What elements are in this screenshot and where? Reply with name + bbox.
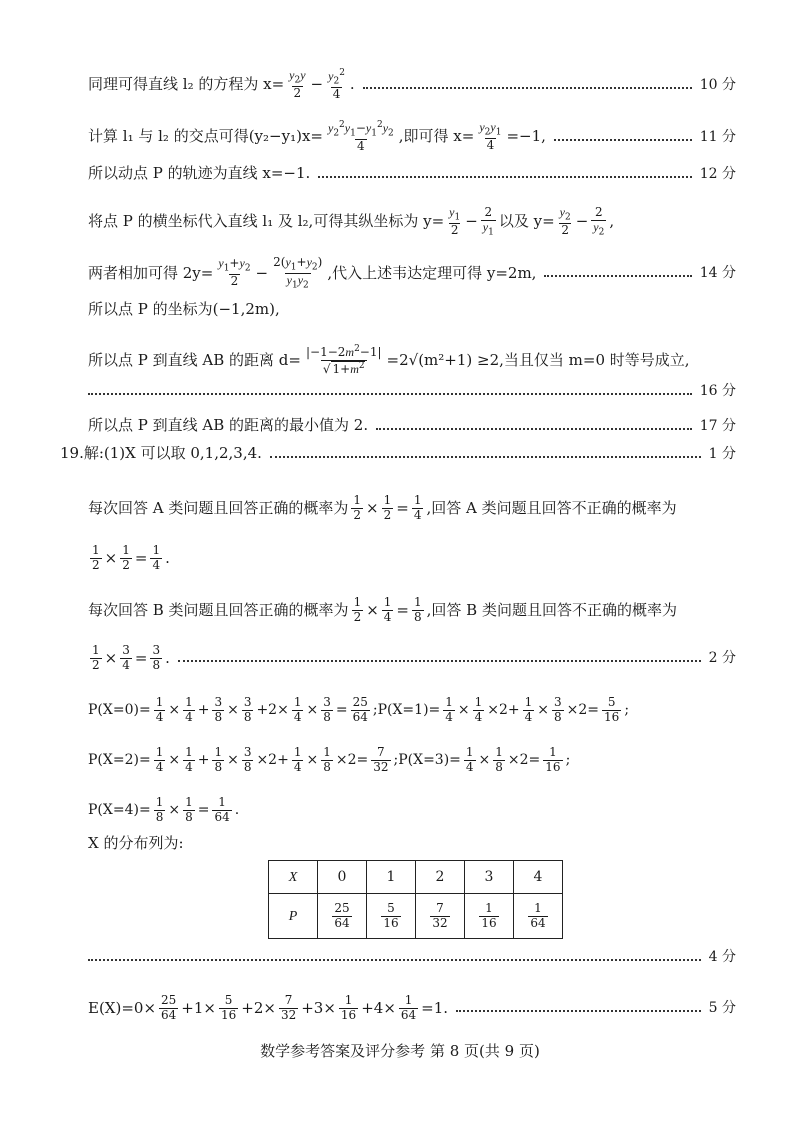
line-text: X 的分布列为: — [88, 834, 184, 852]
line-body: 同理可得直线 l₂ 的方程为 x= $\frac{y_2y}{2}$ − $\frac{y_2^2}{4}$ . — [88, 68, 355, 101]
solution-line-12 — [88, 166, 736, 181]
fraction: $\frac{1}{4}$ — [293, 695, 302, 724]
fraction: $\frac{25}{64}$ — [352, 695, 368, 724]
fraction: $\frac{3}{8}$ — [554, 695, 562, 724]
score: 5 分 — [708, 1000, 736, 1017]
solution-line-11 — [88, 120, 736, 154]
line-body — [88, 836, 184, 851]
prob-x0-x1-line — [88, 696, 736, 725]
fraction: $\frac{2(y_1+y_2)}{y_1y_2}$ — [273, 255, 323, 291]
line-tail: ; — [565, 752, 571, 769]
score: 12 分 — [699, 165, 736, 182]
line-text: P(X=0)= — [88, 702, 151, 719]
leader-dots — [88, 393, 692, 395]
fraction: $\frac{1}{8}$ — [185, 795, 193, 824]
line-mid: ;P(X=1)= — [372, 702, 441, 719]
fraction: $\frac{1}{4}$ — [185, 745, 193, 774]
fraction: $\frac{1}{2}$ — [122, 543, 130, 572]
fraction: $\frac{y_2y}{2}$ — [289, 68, 306, 100]
fraction: $\frac{1}{2}$ — [92, 643, 100, 672]
denominator: 16 — [481, 915, 497, 930]
fraction: $\frac{1}{4}$ — [152, 543, 161, 572]
solution-line-p-coords — [88, 302, 736, 317]
solution-line-4 — [88, 950, 736, 964]
denominator: 64 — [334, 915, 350, 930]
numerator: 25 — [334, 900, 350, 915]
line-tail: . — [234, 802, 240, 819]
prob-x4-line — [88, 796, 736, 825]
line-text: 所以点 P 到直线 AB 的距离的最小值为 2. — [88, 416, 369, 434]
fraction: $\frac{1}{16}$ — [545, 745, 561, 774]
line-body — [88, 418, 368, 433]
fraction: $\frac{y_1+y_2}{2}$ — [218, 256, 251, 289]
line-body — [60, 446, 262, 461]
line-body: 两者相加可得 2y= $\frac{y_1+y_2}{2}$ − $\frac{2(y_1+y_2)}{y_1y_2}$ ,代入上述韦达定理可得 y=2m, — [88, 255, 537, 291]
leader-dots — [88, 959, 701, 961]
line-text: 每次回答 A 类问题且回答正确的概率为 — [88, 498, 349, 517]
leader-dots — [178, 660, 701, 662]
numerator: 5 — [387, 900, 395, 915]
numerator: 1 — [534, 900, 542, 915]
score: 4 分 — [708, 949, 736, 965]
problem-19-start — [60, 446, 736, 461]
fraction: $\frac{1}{8}$ — [155, 795, 164, 824]
table-cell — [367, 894, 416, 939]
prob-a-correct-line — [88, 494, 736, 523]
line-text: E(X)=0× — [88, 998, 157, 1017]
fraction: $\frac{2}{y_2}$ — [593, 205, 605, 238]
line-body — [88, 120, 546, 154]
fraction — [528, 902, 547, 931]
line-body: $\frac{1}{2}$ × $\frac{1}{2}$ = $\frac{1}{4}$ . — [92, 543, 170, 572]
fraction: $\frac{5}{16}$ — [604, 695, 620, 724]
table-cell — [416, 894, 465, 939]
line-text: 所以点 P 的坐标为(−1,2m), — [88, 300, 280, 318]
fraction: $\frac{1}{4}$ — [155, 745, 164, 774]
expectation-line — [88, 994, 736, 1023]
fraction: $\frac{1}{4}$ — [474, 695, 483, 724]
line-text: 所以动点 P 的轨迹为直线 x=−1. — [88, 164, 311, 182]
table-cell: 2 — [416, 861, 465, 894]
line-text: 所以点 P 到直线 AB 的距离 d= — [88, 350, 301, 369]
header-x: X — [288, 869, 298, 885]
solution-line-10 — [88, 68, 736, 102]
fraction — [430, 902, 449, 931]
fraction: $\frac{1}{4}$ — [524, 695, 533, 724]
leader-dots — [554, 139, 692, 141]
fraction: $\frac{1}{4}$ — [413, 493, 422, 522]
fraction: $\frac{1}{2}$ — [353, 493, 362, 522]
fraction: $\frac{7}{32}$ — [280, 993, 297, 1022]
fraction: $\frac{25}{64}$ — [161, 993, 177, 1022]
fraction: $\frac{3}{8}$ — [243, 695, 252, 724]
line-text: 计算 l₁ 与 l₂ 的交点可得(y₂−y₁)x= — [88, 127, 323, 146]
solution-line-y-coords — [88, 206, 736, 238]
line-body — [88, 344, 690, 377]
table-cell: 0 — [318, 861, 367, 894]
fraction: $\frac{1}{8}$ — [414, 595, 422, 624]
fraction: $\frac{1}{16}$ — [340, 993, 357, 1022]
fraction: $\frac{y_1}{2}$ — [449, 205, 461, 237]
fraction: $\frac{1}{4}$ — [185, 695, 193, 724]
fraction: $\frac{1}{2}$ — [92, 543, 100, 572]
line-body — [88, 166, 310, 181]
line-body: $\frac{1}{2}$ × $\frac{3}{4}$ = $\frac{3}{8}$ . — [92, 643, 170, 672]
table-header-row — [269, 861, 563, 894]
table-cell: 3 — [465, 861, 514, 894]
fraction — [381, 902, 400, 931]
fraction: $\frac{y_2}{2}$ — [559, 205, 571, 237]
table-cell — [514, 894, 563, 939]
fraction: $\frac{1}{4}$ — [155, 695, 164, 724]
line-tail: =1. — [421, 998, 449, 1017]
table-cell — [269, 861, 318, 894]
line-body: 每次回答 A 类问题且回答正确的概率为 $\frac{1}{2}$ × $\frac{1}{2}$ = $\frac{1}{4}$ ,回答 A 类问题且回答不正确的概率为 — [88, 493, 677, 522]
denominator: 32 — [432, 915, 448, 930]
line-text: P(X=4)= — [88, 802, 151, 819]
fraction: $\frac{1}{2}$ — [383, 493, 392, 522]
score: 10 分 — [699, 76, 736, 93]
line-text: 同理可得直线 l₂ 的方程为 x= — [88, 75, 285, 94]
score: 11 分 — [699, 128, 736, 145]
fraction: $\frac{1}{4}$ — [383, 595, 392, 624]
line-text: 两者相加可得 2y= — [88, 263, 214, 282]
line-mid: 以及 y= — [498, 212, 555, 231]
solution-line-14 — [88, 256, 736, 290]
fraction: $\frac{3}{8}$ — [152, 643, 161, 672]
line-tail: . — [349, 75, 355, 94]
table-row — [269, 894, 563, 939]
fraction: $\frac{1}{2}$ — [353, 595, 362, 624]
line-body: P(X=4)= $\frac{1}{8}$ × $\frac{1}{8}$ = $\frac{1}{64}$ . — [88, 795, 240, 824]
leader-dots — [363, 87, 692, 89]
page-footer: 数学参考答案及评分参考 第 8 页(共 9 页) — [260, 1042, 540, 1060]
solution-line-17 — [88, 418, 736, 433]
fraction: $\frac{3}{4}$ — [122, 643, 130, 672]
fraction: $\frac{|-1-2m^2-1|}{√ 1+m^2}$ — [305, 344, 382, 376]
numerator: 1 — [485, 900, 493, 915]
score: 1 分 — [708, 445, 736, 462]
solution-line-distance — [88, 344, 736, 377]
fraction: $\frac{1}{4}$ — [293, 745, 302, 774]
fraction: $\frac{2}{y_1}$ — [482, 205, 494, 238]
fraction: $\frac{1}{8}$ — [323, 745, 331, 774]
line-text: 每次回答 B 类问题且回答正确的概率为 — [88, 600, 349, 619]
row-label-p: P — [288, 908, 298, 924]
fraction: $\frac{7}{32}$ — [373, 745, 389, 774]
line-body: P(X=2)= $\frac{1}{4}$ × $\frac{1}{4}$ + $\frac{1}{8}$ × $\frac{3}{8}$ ×2+ $\frac{1}{4}$ × $\frac{1}{8}$ ×2= $\frac{7}{32}$ ;P(X=3)= $\frac{1}{4}$ × $\frac{1}{8}$ ×2= $\frac{1}{16}$ ; — [88, 745, 571, 774]
fraction: $\frac{1}{8}$ — [214, 745, 223, 774]
line-body: 每次回答 B 类问题且回答正确的概率为 $\frac{1}{2}$ × $\frac{1}{4}$ = $\frac{1}{8}$ ,回答 B 类问题且回答不正确的概率为 — [88, 595, 677, 624]
distribution-table — [268, 860, 563, 939]
fraction: $\frac{5}{16}$ — [220, 993, 237, 1022]
line-tail: ; — [624, 702, 630, 719]
score: 17 分 — [699, 417, 736, 434]
line-tail: =2√(m²+1) ≥2,当且仅当 m=0 时等号成立, — [386, 350, 690, 369]
fraction: $\frac{1}{64}$ — [214, 795, 230, 824]
numerator: 7 — [436, 900, 444, 915]
line-tail: ,代入上述韦达定理可得 y=2m, — [327, 263, 537, 282]
fraction: $\frac{3}{8}$ — [243, 745, 252, 774]
line-tail: ,回答 A 类问题且回答不正确的概率为 — [426, 498, 677, 517]
score: 16 分 — [699, 383, 736, 399]
table-cell — [269, 894, 318, 939]
fraction — [479, 902, 498, 931]
leader-dots — [456, 1010, 701, 1012]
score: 2 分 — [708, 650, 736, 667]
fraction: $\frac{1}{64}$ — [400, 993, 417, 1022]
line-tail: =−1, — [506, 127, 546, 146]
fraction: $\frac{3}{8}$ — [323, 695, 331, 724]
line-tail: ,回答 B 类问题且回答不正确的概率为 — [426, 600, 677, 619]
leader-dots — [376, 428, 692, 430]
line-text: . — [165, 548, 170, 567]
leader-dots — [318, 176, 691, 178]
fraction: $\frac{y_2y_1}{4}$ — [479, 120, 502, 152]
fraction: $\frac{1}{4}$ — [465, 745, 474, 774]
prob-b-wrong-line — [88, 644, 736, 673]
distribution-heading — [88, 836, 736, 851]
line-body: E(X)=0× $\frac{25}{64}$ +1× $\frac{5}{16}$ +2× $\frac{7}{32}$ +3× $\frac{1}{16}$ +4× $\frac{1}{64}$ =1. — [88, 993, 449, 1022]
fraction: $\frac{y_2^2y_1-y_1^2y_2}{4}$ — [327, 120, 394, 153]
fraction: $\frac{1}{8}$ — [495, 745, 503, 774]
line-mid: ,即可得 x= — [398, 127, 475, 146]
line-body: P(X=0)= $\frac{1}{4}$ × $\frac{1}{4}$ + $\frac{3}{8}$ × $\frac{3}{8}$ +2× $\frac{1}{4}$ × $\frac{3}{8}$ = $\frac{25}{64}$ ;P(X=1)= $\frac{1}{4}$ × $\frac{1}{4}$ ×2+ $\frac{1}{4}$ × $\frac{3}{8}$ ×2= $\frac{5}{16}$ ; — [88, 695, 630, 724]
fraction: $\frac{3}{8}$ — [214, 695, 223, 724]
denominator: 64 — [530, 915, 546, 930]
line-body — [88, 302, 280, 317]
table-cell: 4 — [514, 861, 563, 894]
prob-a-wrong-line — [88, 544, 736, 573]
line-text: . — [165, 648, 170, 667]
line-text: 将点 P 的横坐标代入直线 l₁ 及 l₂,可得其纵坐标为 y= — [88, 212, 445, 231]
fraction: $\frac{1}{4}$ — [445, 695, 453, 724]
fraction — [332, 902, 351, 931]
line-tail: , — [609, 212, 615, 231]
leader-dots — [544, 275, 691, 277]
leader-dots — [270, 456, 701, 458]
line-text: P(X=2)= — [88, 752, 151, 769]
line-text: 19.解:(1)X 可以取 0,1,2,3,4. — [60, 444, 262, 462]
table-cell: 1 — [367, 861, 416, 894]
line-mid: ;P(X=3)= — [393, 752, 461, 769]
fraction: $\frac{y_2^2}{4}$ — [328, 68, 345, 101]
solution-line-16 — [88, 384, 736, 398]
table-cell — [318, 894, 367, 939]
line-body: 将点 P 的横坐标代入直线 l₁ 及 l₂,可得其纵坐标为 y= $\frac{y_1}{2}$ − $\frac{2}{y_1}$ 以及 y= $\frac{y_2}{2}$ − $\frac{2}{y_2}$ , — [88, 205, 615, 238]
prob-b-correct-line — [88, 596, 736, 625]
denominator: 16 — [383, 915, 399, 930]
prob-x2-x3-line — [88, 746, 736, 775]
score: 14 分 — [699, 265, 736, 282]
table-cell — [465, 894, 514, 939]
